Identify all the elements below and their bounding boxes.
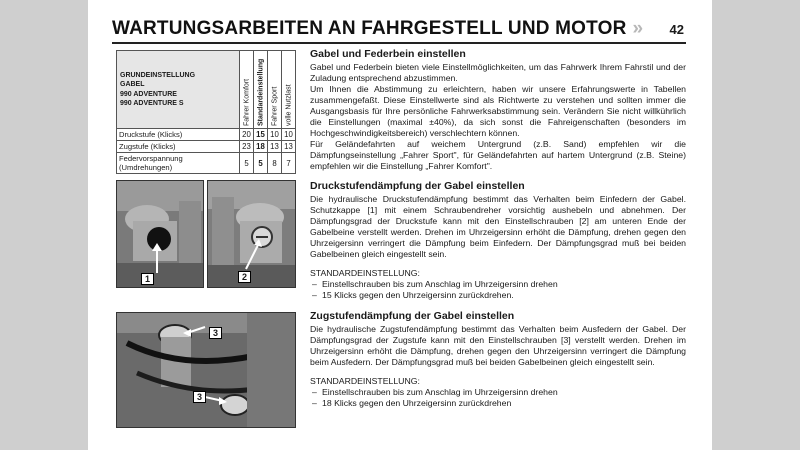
photo-adjusting-screw (207, 180, 296, 288)
standard-label: STANDARDEINSTELLUNG: (310, 268, 420, 278)
table-heading: GRUNDEINSTELLUNG GABEL 990 ADVENTURE 990 ADVENTURE S (117, 51, 240, 129)
section-zugstufe (310, 310, 686, 409)
column-header: Fahrer Komfort (240, 51, 254, 129)
paragraph: Gabel und Federbein bieten viele Einstellmöglichkeiten, um das Fahrwerk Ihrem Fahrstil und der Zuladung entsprechend abzustimmen. (310, 62, 686, 83)
section-heading: Gabel und Federbein einstellen (310, 48, 466, 60)
column-header: Fahrer Sport (268, 51, 282, 129)
callout-3-bottom: 3 (193, 391, 206, 403)
table-cell: 20 (240, 129, 254, 141)
section-druckstufe (310, 180, 686, 301)
right-margin-band (712, 0, 800, 450)
paragraph: Die hydraulische Zugstufendämpfung bestimmt das Verhalten beim Ausfedern der Gabel. Der Dämpfungsgrad der Zugstufe kann mit den Einstellschrauben [3] verstellt werden. Drehen im Uhrzeigersinn erhöht die Dämpfung, drehen gegen den Uhrzeigersinn verringert die Dämpfung beim Ausfedern. Der Dämpfungsgrad muß bei beiden Gabelbeinen gleich eingestellt sein. (310, 324, 686, 367)
table-cell: 13 (268, 141, 282, 153)
step-list (310, 387, 686, 409)
standard-label: STANDARDEINSTELLUNG: (310, 376, 420, 386)
column-header: Standardeinstellung (254, 51, 268, 129)
table-cell: 23 (240, 141, 254, 153)
table-row (117, 129, 296, 141)
callout-3-top: 3 (209, 327, 222, 339)
section-gabel (310, 48, 686, 172)
callout-1: 1 (141, 273, 154, 285)
left-margin-band (0, 0, 88, 450)
table-row (117, 153, 296, 174)
table-cell: 18 (254, 141, 268, 153)
paragraph: Die hydraulische Druckstufendämpfung bestimmt das Verhalten beim Einfedern der Gabel. Schutzkappe [1] mit einem Schraubendreher vorsichtig aushebeln und abnehmen. Der Dämpfungsgrad der Druckstufe kann mit den Einstellschrauben [2] am unteren Ende der Gabelbeine verstellt werden. Drehen im Uhrzeigersinn erhöht die Dämpfung, drehen gegen den Uhrzeigersinn verringert die Dämpfung beim Einfedern. Der Dämpfungsgrad muß bei beiden Gabelbeinen gleich eingestellt sein. (310, 194, 686, 259)
list-item: – Einstellschrauben bis zum Anschlag im Uhrzeigersinn drehen (310, 279, 686, 290)
page-number: 42 (669, 22, 684, 37)
callout-2: 2 (238, 271, 251, 283)
photo-protective-cap (116, 180, 204, 288)
paragraph: Um Ihnen die Abstimmung zu erleichtern, haben wir unsere Erfahrungswerte in Tabellen zusammengefaßt. Diese Einstellwerte sind als Richtwerte zu verstehen und sollten immer die Ausgangsbasis für Ihre persönliche Fahrwerksabstimmung sein. Verändern Sie nicht willkührlich die Einstellungen (maximal ±40%), da sich sonst die Fahreigenschaften (besonders im Hochgeschwindigkeitsbereich) verschlechtern können. (310, 84, 686, 138)
table-cell: 5 (254, 153, 268, 174)
row-label: Federvorspannung (Umdrehungen) (117, 153, 240, 174)
list-item: – 15 Klicks gegen den Uhrzeigersinn zurückdrehen. (310, 290, 686, 301)
photo-rebound-adjusters (116, 312, 296, 428)
row-label: Druckstufe (Klicks) (117, 129, 240, 141)
table-cell: 5 (240, 153, 254, 174)
table-cell: 8 (268, 153, 282, 174)
page-title: WARTUNGSARBEITEN AN FAHRGESTELL UND MOTOR » (112, 18, 644, 39)
table-cell: 10 (268, 129, 282, 141)
table-row (117, 141, 296, 153)
section-heading: Druckstufendämpfung der Gabel einstellen (310, 180, 525, 192)
row-label: Zugstufe (Klicks) (117, 141, 240, 153)
table-header-row (117, 51, 296, 129)
paragraph: Für Geländefahrten auf weichem Untergrund (z.B. Sand) empfehlen wir die Dämpfungseinstellung „Fahrer Sport", für Geländefahrten auf hartem Untergrund (z.B. Steine) empfehlen wir die Einstellung „Fahrer Komfort". (310, 139, 686, 171)
page-header (112, 18, 686, 44)
list-item: – 18 Klicks gegen den Uhrzeigersinn zurückdrehen (310, 398, 686, 409)
list-item: – Einstellschrauben bis zum Anschlag im Uhrzeigersinn drehen (310, 387, 686, 398)
table-cell: 13 (282, 141, 296, 153)
settings-table (116, 50, 296, 174)
chevron-icon: » (632, 18, 644, 39)
manual-page (88, 0, 712, 450)
section-heading: Zugstufendämpfung der Gabel einstellen (310, 310, 515, 322)
column-header: volle Nutzlast (282, 51, 296, 129)
step-list (310, 279, 686, 301)
table-cell: 7 (282, 153, 296, 174)
table-cell: 10 (282, 129, 296, 141)
table-cell: 15 (254, 129, 268, 141)
